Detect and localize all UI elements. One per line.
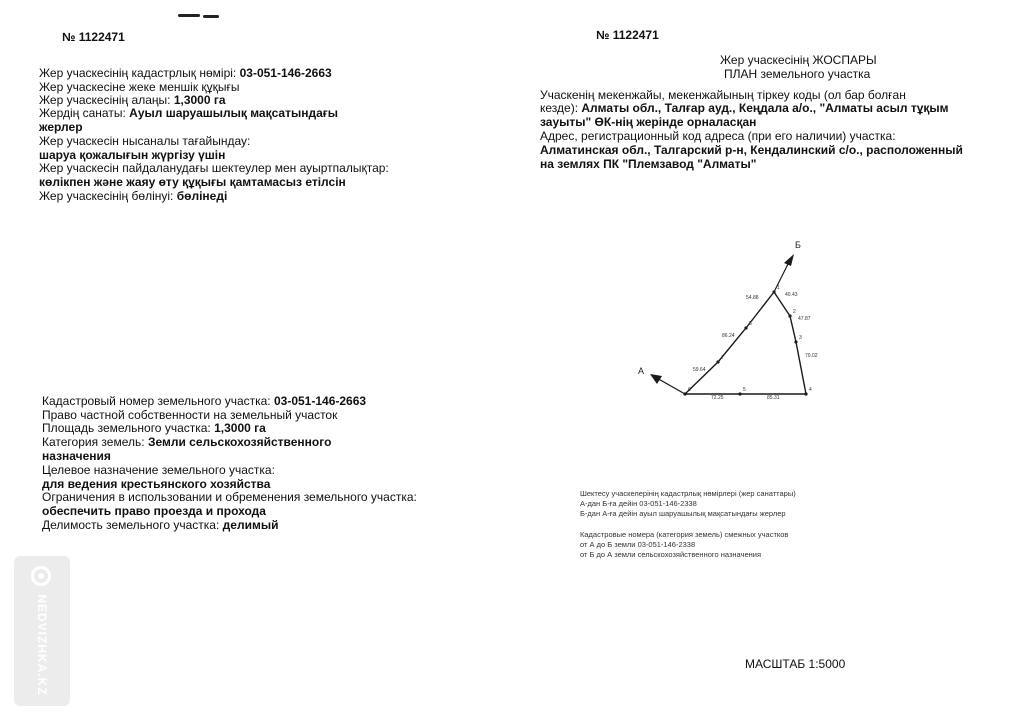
kz-area-value: 1,3000 га (173, 93, 226, 107)
plan-vertex-5 (738, 392, 741, 395)
plan-vertex-8 (744, 326, 747, 329)
direction-label-b: Б (795, 240, 801, 250)
right-doc-number: № 1122471 (596, 28, 659, 42)
arrow-b-head (784, 254, 794, 266)
plan-vertex-label-7: 7 (721, 355, 724, 361)
ru-cadastral-value: 03-051-146-2663 (273, 394, 367, 408)
neighbors-kz-a-b: А-дан Б-ға дейін 03-051-146-2338 (580, 499, 697, 508)
plan-segment-label-4: 85.31 (767, 395, 780, 401)
plan-segment-label-2: 47.87 (798, 316, 811, 322)
kz-purpose-value: шаруа қожалығын жүргізу үшін (39, 148, 226, 162)
plan-segment-label-7: 86.24 (722, 333, 735, 339)
ru-ownership: Право частной собственности на земельный участок (42, 408, 338, 422)
kz-purpose-label: Жер учаскесін нысаналы тағайындау: (39, 134, 251, 148)
kz-category-value-2: жерлер (39, 120, 83, 134)
kz-category-value-1: Ауыл шаруашылық мақсатындағы (129, 106, 339, 120)
plan-vertex-7 (716, 360, 719, 363)
arrow-a-head (650, 374, 662, 384)
plan-segment-label-8: 54.88 (746, 295, 759, 301)
plan-vertex-3 (794, 340, 797, 343)
plan-segment-label-6: 59.64 (693, 367, 706, 373)
plan-segment-label-1: 40.43 (785, 292, 798, 298)
ru-category-value-2: назначения (42, 449, 111, 463)
address-ru-value-2: на землях ПК "Племзавод "Алматы" (540, 157, 757, 171)
left-doc-number: № 1122471 (62, 30, 125, 44)
direction-label-a: А (638, 366, 645, 376)
kz-divisibility-value: бөлінеді (176, 189, 228, 203)
address-kz-label-1: Учаскенің мекенжайы, мекенжайының тіркеу коды (ол бар болған (540, 88, 906, 102)
scale-label: МАСШТАБ 1:5000 (745, 657, 846, 671)
ru-area-label: Площадь земельного участка: (42, 421, 211, 435)
ru-divisibility-value: делимый (222, 518, 279, 532)
ru-area-value: 1,3000 га (214, 421, 266, 435)
plan-vertex-1 (772, 290, 775, 293)
neighbors-ru-b-a: от Б до А земли сельскохозяйственного назначения (580, 550, 762, 559)
address-kz-label-2: кезде): (540, 101, 579, 115)
kz-cadastral-value: 03-051-146-2663 (239, 66, 332, 80)
plan-vertex-6 (683, 392, 686, 395)
ru-category-label: Категория земель: (42, 435, 145, 449)
kz-area-label: Жер учаскесінің алаңы: (39, 93, 171, 107)
ru-category-value-1: Земли сельскохозяйственного (147, 435, 332, 449)
address-kz-value-1: Алматы обл., Талғар ауд., Кеңдала а/о., "Алматы асыл тұқым (581, 101, 949, 115)
kz-restrictions-label: Жер учаскесін пайдаланудағы шектеулер мен ауыртпалықтар: (39, 161, 389, 175)
kz-divisibility-label: Жер учаскесінің бөлінуі: (39, 189, 174, 203)
kz-category-label: Жердің санаты: (39, 106, 126, 120)
ru-purpose-value: для ведения крестьянского хозяйства (42, 477, 271, 491)
neighbors-ru-a-b: от А до Б земли 03-051-146-2338 (580, 540, 696, 549)
plan-segment-label-3: 70.02 (805, 353, 818, 359)
watermark-text: NEDVIZHKA.KZ (35, 594, 49, 696)
address-ru-label: Адрес, регистрационный код адреса (при его наличии) участка: (540, 129, 896, 143)
plan-segment-label-5: 72.25 (711, 395, 724, 401)
ru-divisibility-label: Делимость земельного участка: (42, 518, 220, 532)
address-kz-value-2: зауыты" ӨК-нің жерінде орналасқан (540, 115, 757, 129)
plan-segment-labels (693, 292, 818, 401)
plan-vertex-label-2: 2 (793, 309, 796, 315)
ru-restrictions-label: Ограничения в использовании и обременения земельного участка: (42, 490, 417, 504)
plan-vertex-label-5: 5 (743, 387, 746, 393)
plot-boundary (685, 292, 806, 394)
plan-vertex-4 (804, 392, 807, 395)
plan-points (683, 285, 812, 396)
neighbors-ru-title: Кадастровые номера (категория земель) смежных участков (580, 530, 789, 539)
plan-vertex-label-4: 4 (809, 387, 812, 393)
address-ru-value-1: Алматинская обл., Талгарский р-н, Кендалинский с/о., расположенный (540, 143, 963, 157)
kz-restrictions-value: көлікпен және жаяу өту құқығы қамтамасыз етілсін (39, 175, 346, 189)
kz-ownership: Жер учаскесіне жеке меншік құқығы (39, 80, 240, 94)
kz-cadastral-label: Жер учаскесінің кадастрлық нөмірі: (39, 66, 237, 80)
ru-cadastral-label: Кадастровый номер земельного участка: (42, 394, 271, 408)
plan-vertex-label-6: 6 (688, 387, 691, 393)
ru-restrictions-value: обеспечить право проезда и прохода (42, 504, 266, 518)
plan-vertex-label-8: 8 (749, 321, 752, 327)
plan-vertex-label-3: 3 (799, 335, 802, 341)
plan-title-ru: ПЛАН земельного участка (724, 67, 871, 81)
plan-title-kz: Жер учаскесінің ЖОСПАРЫ (720, 53, 877, 67)
ru-purpose-label: Целевое назначение земельного участка: (42, 463, 275, 477)
neighbors-kz-b-a: Б-дан А-ға дейін ауыл шаруашылық мақсатындағы жерлер (580, 509, 786, 518)
plan-vertex-label-1: 1 (777, 285, 780, 291)
plan-vertex-2 (788, 314, 791, 317)
neighbors-kz-title: Шектесу учаскелерінің кадастрлық нөмірлері (жер санаттары) (580, 489, 796, 498)
